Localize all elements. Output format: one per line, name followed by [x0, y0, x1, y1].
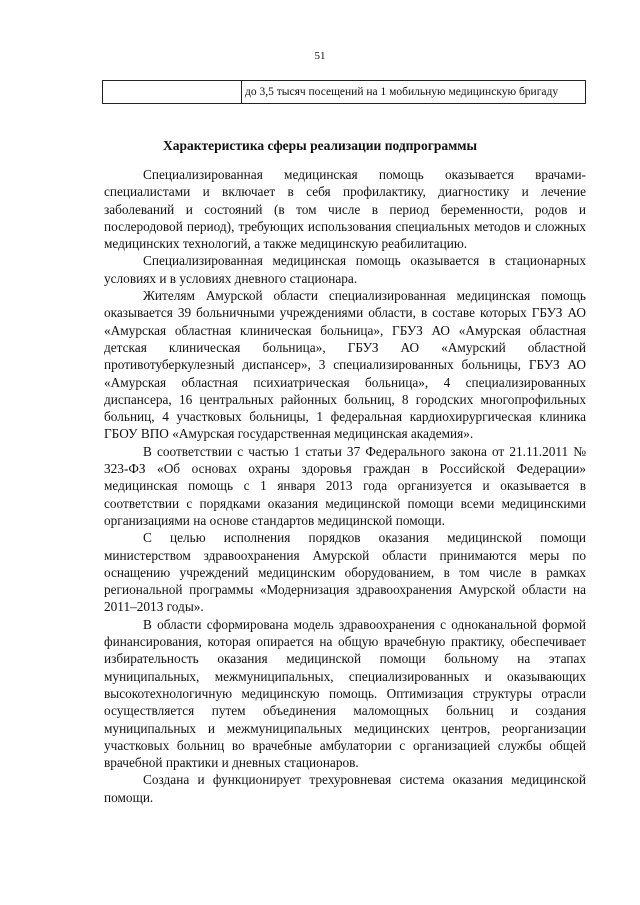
paragraph: В области сформирована модель здравоохранения с одноканальной формой финансирования, которая опирается на общую врачебную практику, обеспечивает избирательность оказания медицинской помощи больному на этапах муниципальных, межмуниципальных, специализированных и оказывающих высокотехнологичную медицинскую помощь. Оптимизация структуры отрасли осуществляется путем объединения маломощных больниц и создания муниципальных и межмуниципальных медицинских центров, реорганизации участковых больниц во врачебные амбулатории с организацией службы общей врачебной практики и дневных стационаров.: [104, 616, 586, 771]
table-cell: до 3,5 тысяч посещений на 1 мобильную медицинскую бригаду: [242, 81, 586, 104]
paragraph: Создана и функционирует трехуровневая система оказания медицинской помощи.: [104, 772, 586, 805]
paragraph: В соответствии с частью 1 статьи 37 Федерального закона от 21.11.2011 № 323-ФЗ «Об основах охраны здоровья граждан в Российской Федерации» медицинская помощь с 1 января 2013 года организуется и оказывается в соответствии с порядками оказания медицинской помощи всеми медицинскими организациями на основе стандартов медицинской помощи.: [104, 443, 586, 528]
body-text: [104, 166, 586, 806]
paragraph: С целью исполнения порядков оказания медицинской помощи министерством здравоохранения Амурской области принимаются меры по оснащению учреждений медицинским оборудованием, в том числе в рамках региональной программы «Модернизация здравоохранения Амурской области на 2011–2013 годы».: [104, 530, 586, 615]
section-title: Характеристика сферы реализации подпрограммы: [162, 138, 478, 153]
paragraph: Жителям Амурской области специализированная медицинская помощь оказывается 39 больничными учреждениями области, в составе которых ГБУЗ АО «Амурская областная клиническая больница», ГБУЗ АО «Амурская областная детская клиническая больница», ГБУЗ АО «Амурский областной противотуберкулезный диспансер», 3 специализированных больницы, ГБУЗ АО «Амурская областная психиатрическая больница», 4 специализированных диспансера, 16 центральных районных больниц, 8 городских многопрофильных больниц, 4 участковых больницы, 1 федеральная кардиохирургическая клиника ГБОУ ВПО «Амурская государственная медицинская академия».: [104, 288, 586, 442]
table-cell: [103, 81, 242, 104]
page-number: 51: [314, 50, 326, 62]
continuation-table: [102, 80, 586, 104]
table-row: [103, 81, 586, 104]
paragraph: Специализированная медицинская помощь оказывается в стационарных условиях и в условиях дневного стационара.: [104, 253, 586, 286]
paragraph: Специализированная медицинская помощь оказывается врачами-специалистами и включает в себя профилактику, диагностику и лечение заболеваний и состояний (в том числе в период беременности, родов и послеродовой период), требующих использования специальных методов и сложных медицинских технологий, а также медицинскую реабилитацию.: [104, 167, 586, 252]
